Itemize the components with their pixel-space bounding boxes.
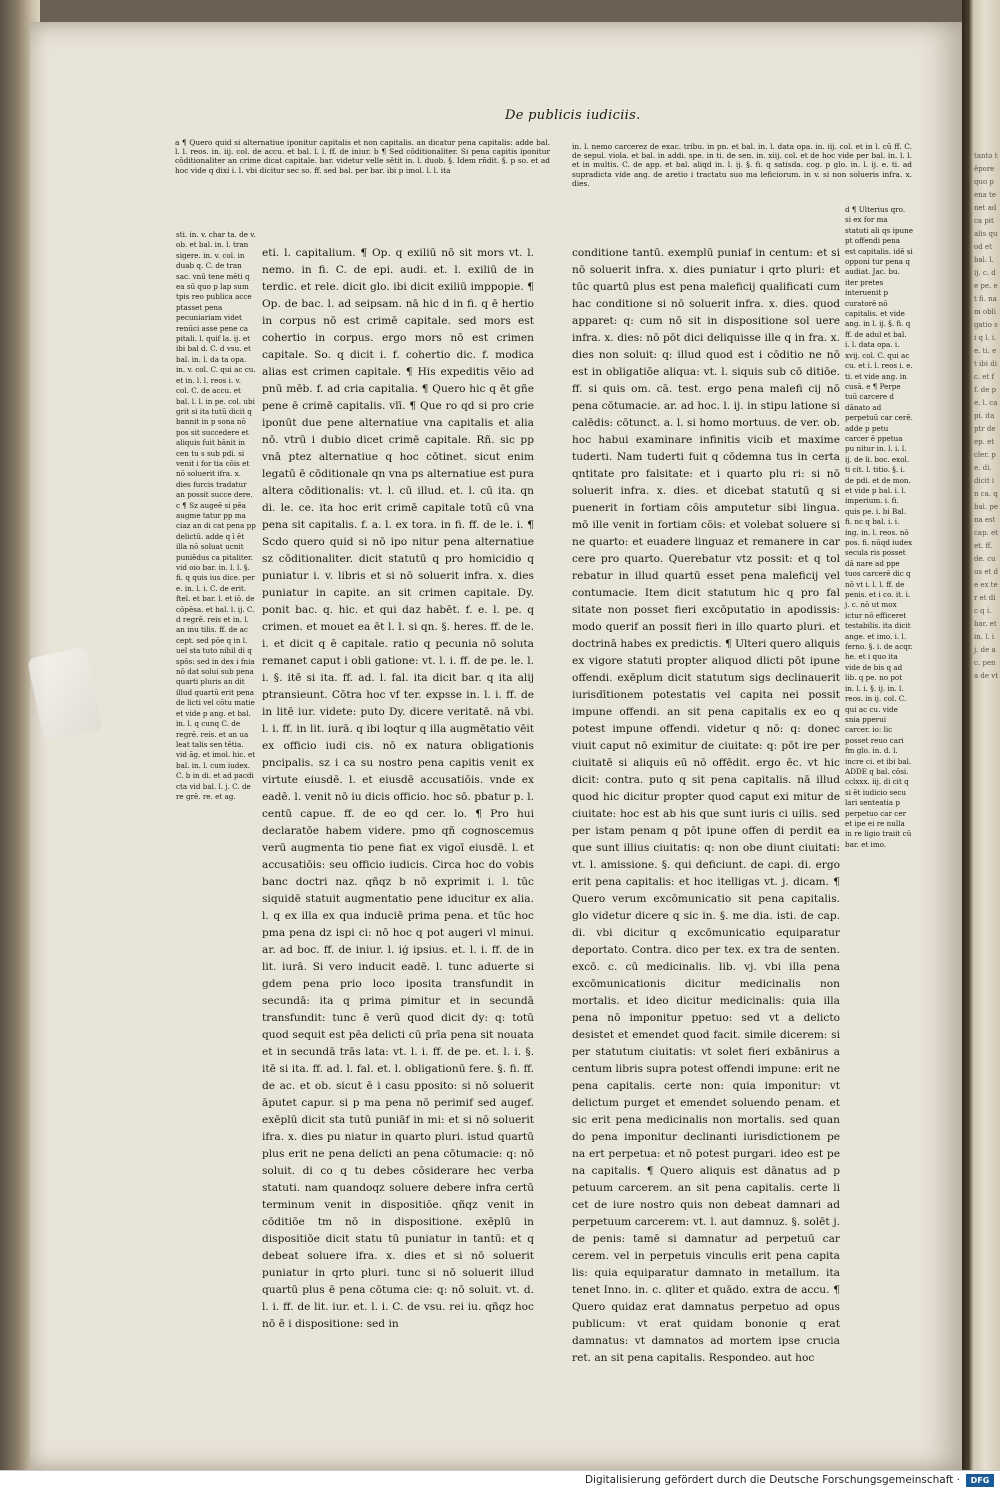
main-text-column-1: eti. l. capitalium. ¶ Op. q exiliū nō sit mors vt. l. nemo. in fi. C. de epi. audi. et. l. exiliū de in terdic. et rele. dicit glo. ibi dicit exiliū imppopie. ¶ Op. de bac. l. ad seipsam. nā hic d in fi. q ē hertio in corpus nō est crimē capitale. sed mors est cohertio in corpus. ergo mors nō est crimen capitale. So. q dicit i. f. cohertio dic. f. modica alias est crimen capitale. ¶ His expeditis vēio ad pnū mēb. f. ad cria capitalia. ¶ Quero hic q ēt gñe pene ē crimē capitalis. vlī. ¶ Que ro qd si pro crie iponūt due pene alternatiue vna capitalis et alia nō. vtrū i dubio dicet crimē capitale. Rñ. sic pp vnā ptez alternatiue q hoc cōtinet. sicut enim legatū ē cōditionale qn vna ps alternatiue est pura altera cōditionalis: vt. l. cū illud. et. l. cū ita. qn di. le. ce. ita hoc erit crimē capitale totū cū vna pena sit capitalis. f. a. l. ex tora. in fi. ff. de le. i. ¶ Scdo quero quid si nō ipo nitur pena alternatiue sz cōditionaliter. dicit statutū q pro homicidio q puniatur i. v. libris et si nō soluerit infra. x. dies puniatur in capite. an sit crimen capitale. Dy. ponit bac. q. hic. et qui daz habēt. f. e. l. pe. q crimen. et mouet ea ēt l. l. si qn. §. heres. ff. de le. i. et dicit q ē capitale. ratio q pecunia nō soluta remanet caput i obli gatione: vt. l. i. ff. de pe. le. l. i. §. itē si ita. ff. ad. l. fal. ita dicit bar. q ita alij ptransieunt. Cōtra hoc vf ter. expsse in. l. i. ff. de in litē iur. videte: puto Dy. dicere veritatē. nā vbi. l. i. ff. in lit. iurā. q ibi loqtur q illa augmētatio vēit ex officio iudi cis. nō ex natura obligationis pncipalis. sz i ca su nostro pena capitis venit ex virtute eiusdē. l. et eiusdē accusatiōis. vnde ex eadē. l. venit nō iu dicis officio. hoc sō. pbatur p. l. centū capue. ff. de eo qd cer. lo. ¶ Pro hui declaratōe habem videre. pmo qñ cognoscemus verū augmenta tio pene fiat ex vigoī eiusdē. l. et accusatiōis: seu officio iudicis. Circa hoc do vobis banc doctri naz. qñqz b nō exprimit i. l. tūc siquidē statuit augmentatio pene iducitur ex alia. l. q ex illa ex qua induciē prima pena. et tūc hoc pma pena dz ispi ci: nō hoc q pot augeri vl minui. ar. ad boc. ff. de iniur. l. iģ ipsius. et. l. i. ff. de in lit. iurā. Si vero inducit eadē. l. tunc aduerte si gdem pena prio loco iposita transfundit in secundā: ita q prima pimitur et in secundā transfundit: tunc ē verū quod dicit dy: q: totū quod sequit est pēa delicti cū prīa pena sit nouata et in secundā trās lata: vt. l. i. ff. de pe. et. l. i. §. itē si ita. ff. ad. l. fal. et. l. obligationū fere. §. fi. ff. de ac. et ob. sicut ē i casu pposito: si nō soluerit āputet capur. si p ma pena nō perimif sed augef. exēplū dicit sta tutū puniāf in mi: et si nō soluerit ifra. x. dies pu niatur in quarto pluri. istud quartū plus erit ne pena delicti an pena cōtumacie: q: nō soluit. di co q tu debes cōsiderare hec verba statuti. nam quandoqz soluere debere infra certū terminum venit in dispositiōe. qñqz venit in cōditiōe tm nō in dispositione. exēplū in dispositiōe dicit statu tū puniatur in tantū: et q debeat soluere ifra. x. dies et si nō soluerit puniatur in qrto pluri. tunc si nō soluerit illud quartū plus ē pena cōtuma cie: q: nō soluit. vt. d. l. i. ff. de lit. iur. et. l. i. C. de vsu. rei iu. qñqz hoc nō ē i dispositione: sed in <box>262 247 534 1330</box>
running-title: De publicis iudiciis. <box>505 108 641 123</box>
top-gloss-left: a ¶ Quero quid si alternatiue iponitur capitalis et non capitalis. an dicatur pena capitalis: adde bal. l. l. reos. in. iij. col. de accu. et bal. l. l. ff. de iniur. b ¶ Sed cōditionaliter. Si pena capitis iponitur cōditionaliter an crime dicat capitale. bar. videtur velle sētit in. l. duob. §. Idem rñdit. §. p so. et ad hoc vide q dixi i. l. vbi dicitur sec so. ff. sed bal. per bar. ibi p imol. l. l. ita <box>175 138 550 175</box>
digitization-footer <box>0 1470 1000 1491</box>
right-marginal-gloss: d ¶ Ulterius qro. si ex for ma statuti ali qs ipune pt offendi pena est capitalis. idē si opponi tur pena q audiat. Jac. bu. iter pretes interuenit p curatorē nō capitalis. et vide ang. in l. ij. §. fi. q ff. de adul et bal. i. l. data opa. i. xvij. col. C. qui ac cu. et i. l. reos i. e. ti. et vide ang. in cusā. e ¶ Perpe tuū carcere d dānato ad perpetuū car cerē. adde p petu carcer ē ppetua pu nitur in. l. i. l. ij. de li. boc. exol. ti cit. l. titio. §. i. de pdi. et de mon. et vide p bal. i. l. imperium. i. fi. quis pe. i. bi Bal. fi. nc q bal. i. i. ing. in. l. reos. nō pos. fi. nūqd iudex secula ris posset dā nare ad ppe tuos carcerē dic q nō vt i. l. l. ff. de penis. et i co. it. i. j. c. nō ut mox ictur nō efficeret testabilis. ita dicit ange. et imo. i. l. ferno. §. i. de acqr. he. et i quo ita vide de bis q ad lib. q pe. no pot in. l. i. §. ij. in. l. reos. in ij. col. C. qui ac cu. vide snia pperui carcer. io: lic posset reuo cari fm glo. in. d. l. incre ci. et ibi bal. ADDE q bal. cōsi. cclxxx. iij. di cit q si ēt iudicio secu lari senteatia p perpetuo car cer et ipe ei re nulla in re ligio traiit cū bar. et imo. <box>845 205 914 849</box>
main-text-column-2: conditione tantū. exemplū puniaf in centum: et si nō soluerit infra. x. dies puniatur i qrto pluri: et tūc quartū plus est pena maleficij qualificati cum hac conditione si nō soluerit infra. x. dies. quod apparet: q: cum nō sit in dispositione sol uere infra. x. dies: nō pōt dici deliquisse ille q in fra. x. dies non soluit: q: illud quod est i cōditio ne nō est in obligatiōe aliqua: vt. l. siquis sub cō ditiōe. ff. si quis om. cā. test. ergo pena malefi cij nō pena cōtumacie. ar. ad hoc. l. ij. in stipu latione si calēdis: cōtunct. a. l. si homo mortuus. de ver. ob. hoc habui examinare infinitis vicib et maxime tuderti. Nam tuderti fuit q cōdemna tus in certa qntitate pro falsitate: et i quarto plu ri: si nō soluerit infra. x. dies. et dicebat statutū q si puenerit in fortiam cōis amputetur sibi lingua. mō ille venit in fortiam cōis: et volebat soluere si ne quarto: et euadere linguaz et remanere in car cere pro quarto. Querebatur vtz possit: et q tol rebatur in illud quartū esset pena maleficij vel contumacie. Item dicit statutum hic q pro fal sitate non posset fieri excōputatio in apodissis: modo querif an possit fieri in illo quarto pluri. et doctrinā habes ex predictis. ¶ Ulteri quero aliquis ex vigore statuti propter aliquod dlicti pōt ipune offendi. exēplum dicit statutum sigs declinauerit iurisdītionem potestatis vel capita nei possit impune offendi. an sit pena capitalis ex eo q potest impune offendi. videtur q nō: q: donec viuit caput nō eximitur de ciuitate: q: pōt ire per ciuitatē si aliquis eū nō offēdit. ergo ēc. vt hic dicit: contra. puto q sit pena capitalis. nā illud quod hic dicitur propter quod caput exi mitur de ciuitate: hoc est ab his que sunt iuris ci uilis. sed per istam penam q pōt ipune offen di perdit ea que sunt illius ciuitatis: q: non obe diunt ciuitati: vt. l. amissione. §. qui deficiunt. de capi. di. ergo erit pena capitalis: et hoc itelligas vt. j. dicam. ¶ Quero verum excōmunicatio sit pena capitalis. glo videtur dicere q sic in. §. me dia. isti. de cap. di. vbi dicitur q excōmunicatio equiparatur deportato. Contra. dico per tex. ex tra de senten. excō. c. cū medicinalis. lib. vj. vbi illa pena excōmunicationis dicitur medicinalis non mortalis. et ideo dicitur medicinalis: quia illa pena nō imponitur ppetuo: sed vt a delicto desistet et emendet quod facit. simile dicerem: si per statutum ciuitatis: vt solet fieri exbānirus a centum libris supra potest offendi impune: erit ne pena capitalis. certe non: quia imponitur: vt delictum purget et emendet soluendo penam. et sic erit pena medicinalis non mortalis. sed quan do pena imponitur declinanti iurisdictionem pe na ert perpetua: et nō potest purgari. ideo est pe na capitalis. ¶ Quero aliquis est dānatus ad p petuum carcerem. an sit pena capitalis. certe li cet de iure nostro quis non debeat damnari ad perpetuum carcerem: vt. l. aut damnuz. §. solēt j. de penis: tamē si damnatur ad perpetuū car cerem. vel in perpetuis vinculis erit pena capita lis: quia equiparatur damnato in metallum. ita tenet Inno. in. c. qliter et quādo. extra de accu. ¶ Quero quidaz erat damnatus perpetuo ad opus publicum: vt erat quidam bononie q erat damnatus: vt damnatos ad mortem ipse crucia ret. an sit pena capitalis. Respondeo. aut hoc <box>572 247 840 1364</box>
facing-page-text: tanto tēpore quo pena tenet ad ca pitalis quod et bal. l. ij. c. de pe. et fi. nam obligatio si q l. i. e. ti. et ibi dic. et ff. de pe. l. capi. ita ptr de ep. et cler. pe. di. dicit in ca. q bal. pena est cap. et et. ff. de. cuus et de ex ter et dic q i. bar. et in. l. ij. de ac. pena de vt <box>974 152 999 680</box>
left-marginal-gloss: sti. in. v. char ta. de v. ob. et bal. in. l. tran sigere. in. v. col. in duab q. C. de tran sac. vnū tene mēti q ea sū quo p lap sum tpis reo publica acce ptasset pena pecuniariam videt renūci asse pene ca pitali. l. quif la. ij. et ibi bal d. C. d vsu. et bal. in. l. da ta opa. in. v. col. C. qui ac cu. et in. l. l. reos i. v. col. C. de accu. et bal. l. l. in pe. col. ubi grit si ita tutū dicit q bannit in p sona nō pos sit succedere et aliquis fuit bānit in cen tu s sub pdi. si venit i for tia cōis et nō soluerit ifra. x. dies furcis tradatur an possit succe dere. c ¶ Sz augeē si pēa augme tatur pp ma ciaz an di cat pena pp delictū. adde q ī ēt illa nō soluat ucnit puniēdus ca pitaliter. vid oio bar. in. l. l. §. fi. q quis ius dice. per e. in. l. i. C. de erit. ftel. et bar. l. et iō. de cōpēsa. et bal. l. ij. C. d regrē. reis et in. l. an inu tilis. ff. de ac cept. sed pōe q in l. uel sta tuto nihil di q spōs: sed in dex i fnia nō dat solui sub pena quarti pluris an dit illud quartū erit pena de licti vel cōtu matie et vide p ang. et bal. in. l. q cunq C. de regrē. reis. et an ua leat talis sen tētia. vid āg. et imol. hic. et bal. in. l. cum iudex. C. b in di. et ad pacdi cta vid bal. l. j. C. de re grē. re. et ag. <box>176 230 256 801</box>
funding-credit: Digitalisierung gefördert durch die Deutsche Forschungsgemeinschaft · <box>584 1474 960 1486</box>
top-gloss-right: in. l. nemo carcerez de exac. tribu. in pn. et bal. in. l. data opa. in. iij. col. et in l. cū ff. C. de sepul. viola. et bal. in addi. spe. in ti. de sen. in. xiij. col. et de hoc vide per bal. in. l. l. et in multis. C. de app. et bal. aliqd in. l. ij. §. fi. q satisda. cog. p glo. in. l. ij. e. ti. ad supradicta vide ang. de aretio i tractatu suo ma leficiorum. in v. si non solueris infra. x. dies. <box>572 142 912 188</box>
dfg-logo: DFG <box>966 1474 994 1487</box>
book-right-edge <box>962 0 1000 1470</box>
